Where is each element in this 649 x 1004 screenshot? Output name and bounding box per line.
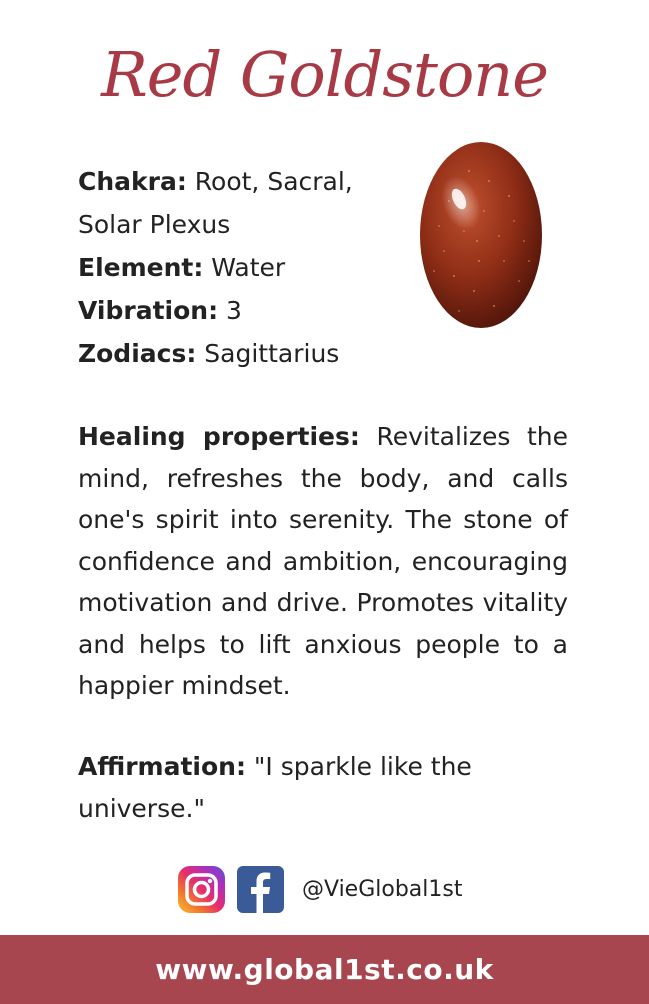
fact-label: Vibration: xyxy=(78,296,219,325)
fact-zodiacs xyxy=(78,332,378,375)
fact-value: Solar Plexus xyxy=(78,210,231,239)
fact-label: Element: xyxy=(78,253,204,282)
affirmation-label: Affirmation: xyxy=(78,752,246,781)
fact-value: Water xyxy=(203,253,286,282)
fact-vibration xyxy=(78,289,378,332)
fact-value: Root, Sacral, xyxy=(186,167,353,196)
website-link[interactable]: www.global1st.co.uk xyxy=(155,953,494,986)
affirmation-text: "I sparkle like the universe." xyxy=(78,752,472,823)
fact-value: 3 xyxy=(218,296,242,325)
facebook-icon[interactable] xyxy=(237,866,284,913)
healing-text: Revitalizes the mind, refreshes the body, and calls one's spirit into serenity. The stone of confidence and ambition, encouraging motivation and drive. Promotes vitality and helps to lift anxious people to a happier mindset. xyxy=(78,422,568,700)
healing-label: Healing properties: xyxy=(78,422,360,451)
social-links xyxy=(178,864,462,914)
red-goldstone-image xyxy=(419,141,543,329)
stone-facts xyxy=(78,160,378,375)
fact-chakra-continued xyxy=(78,203,378,246)
healing-properties xyxy=(78,416,568,707)
affirmation xyxy=(78,746,498,830)
page-title: Red Goldstone xyxy=(101,38,548,111)
fact-label: Chakra: xyxy=(78,167,187,196)
fact-element xyxy=(78,246,378,289)
instagram-icon[interactable] xyxy=(178,866,225,913)
fact-label: Zodiacs: xyxy=(78,339,197,368)
social-handle[interactable]: @VieGlobal1st xyxy=(302,876,463,902)
fact-value: Sagittarius xyxy=(196,339,340,368)
fact-chakra xyxy=(78,160,378,203)
footer-bar xyxy=(0,935,649,1004)
